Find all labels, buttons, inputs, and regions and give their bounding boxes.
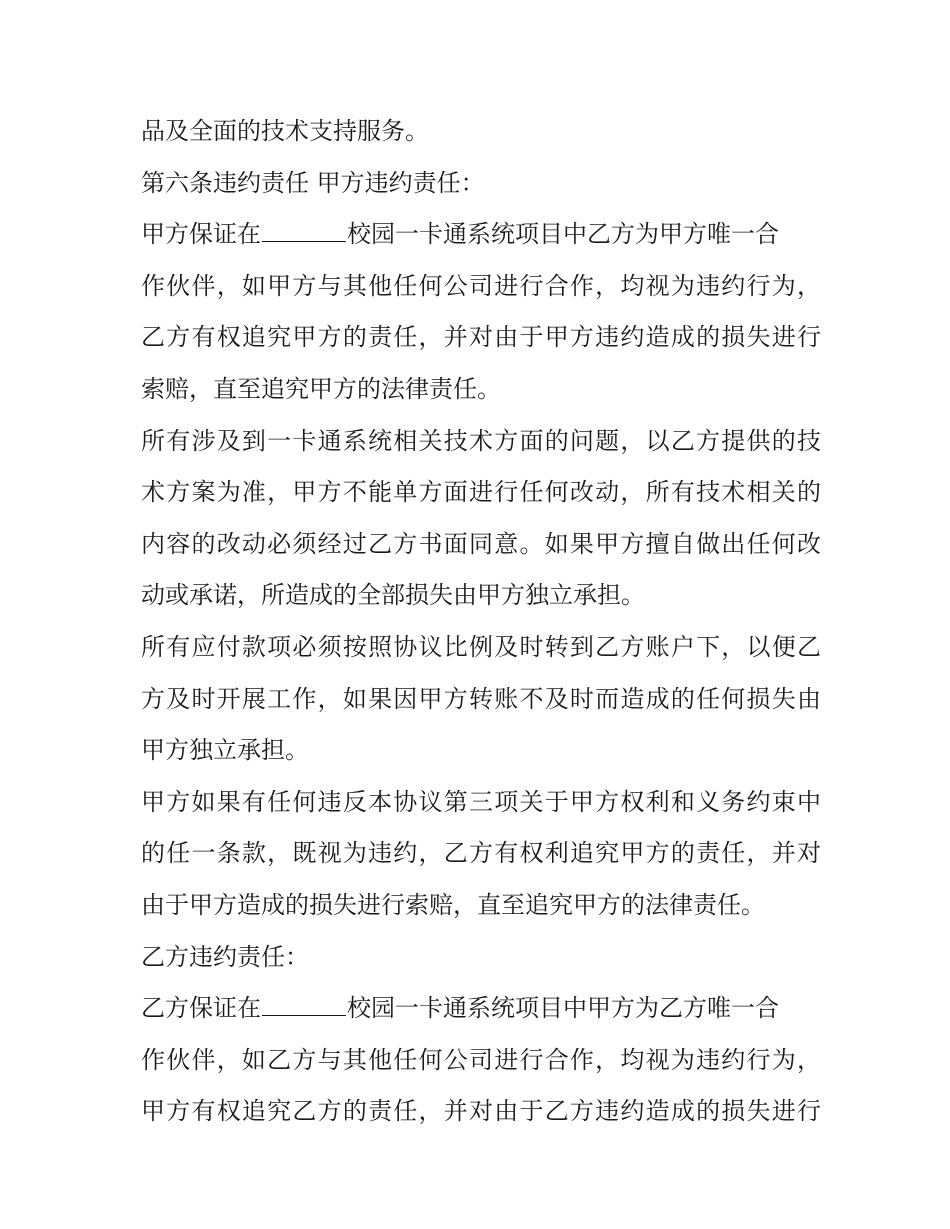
paragraph-line: 作伙伴，如乙方与其他任何公司进行合作，均视为违约行为，	[141, 1045, 821, 1074]
paragraph-line	[141, 983, 821, 1035]
section-heading: 第六条违约责任 甲方违约责任：	[141, 168, 485, 197]
line-text-before-blank: 乙方保证在	[141, 994, 261, 1023]
paragraph-line: 作伙伴，如甲方与其他任何公司进行合作，均视为违约行为，	[141, 271, 821, 300]
paragraph-line: 甲方独立承担。	[141, 736, 309, 765]
line-text-after-blank: 校园一卡通系统项目中乙方为甲方唯一合	[347, 220, 779, 249]
paragraph-line: 内容的改动必须经过乙方书面同意。如果甲方擅自做出任何改	[141, 529, 821, 558]
paragraph-line: 由于甲方造成的损失进行索赔，直至追究甲方的法律责任。	[141, 890, 765, 919]
paragraph-line: 动或承诺，所造成的全部损失由甲方独立承担。	[141, 581, 645, 610]
paragraph-line: 的任一条款，既视为违约，乙方有权利追究甲方的责任，并对	[141, 839, 821, 868]
paragraph-line: 甲方有权追究乙方的责任，并对由于乙方违约造成的损失进行	[141, 1097, 821, 1126]
paragraph-line: 术方案为准，甲方不能单方面进行任何改动，所有技术相关的	[141, 478, 821, 507]
contract-text	[141, 106, 821, 1138]
paragraph-line: 索赔，直至追究甲方的法律责任。	[141, 374, 501, 403]
line-text-before-blank: 甲方保证在	[141, 220, 261, 249]
line-text-after-blank: 校园一卡通系统项目中甲方为乙方唯一合	[347, 994, 779, 1023]
paragraph-line: 乙方有权追究甲方的责任，并对由于甲方违约造成的损失进行	[141, 323, 821, 352]
fill-in-blank	[262, 239, 346, 242]
paragraph-line: 甲方如果有任何违反本协议第三项关于甲方权利和义务约束中	[141, 787, 821, 816]
paragraph-line: 所有涉及到一卡通系统相关技术方面的问题，以乙方提供的技	[141, 426, 821, 455]
paragraph-line: 品及全面的技术支持服务。	[141, 117, 429, 145]
section-heading: 乙方违约责任：	[141, 942, 309, 971]
paragraph-line: 所有应付款项必须按照协议比例及时转到乙方账户下，以便乙	[141, 632, 821, 661]
fill-in-blank	[262, 1013, 346, 1016]
paragraph-line: 方及时开展工作，如果因甲方转账不及时而造成的任何损失由	[141, 684, 821, 713]
paragraph-line	[141, 209, 821, 261]
